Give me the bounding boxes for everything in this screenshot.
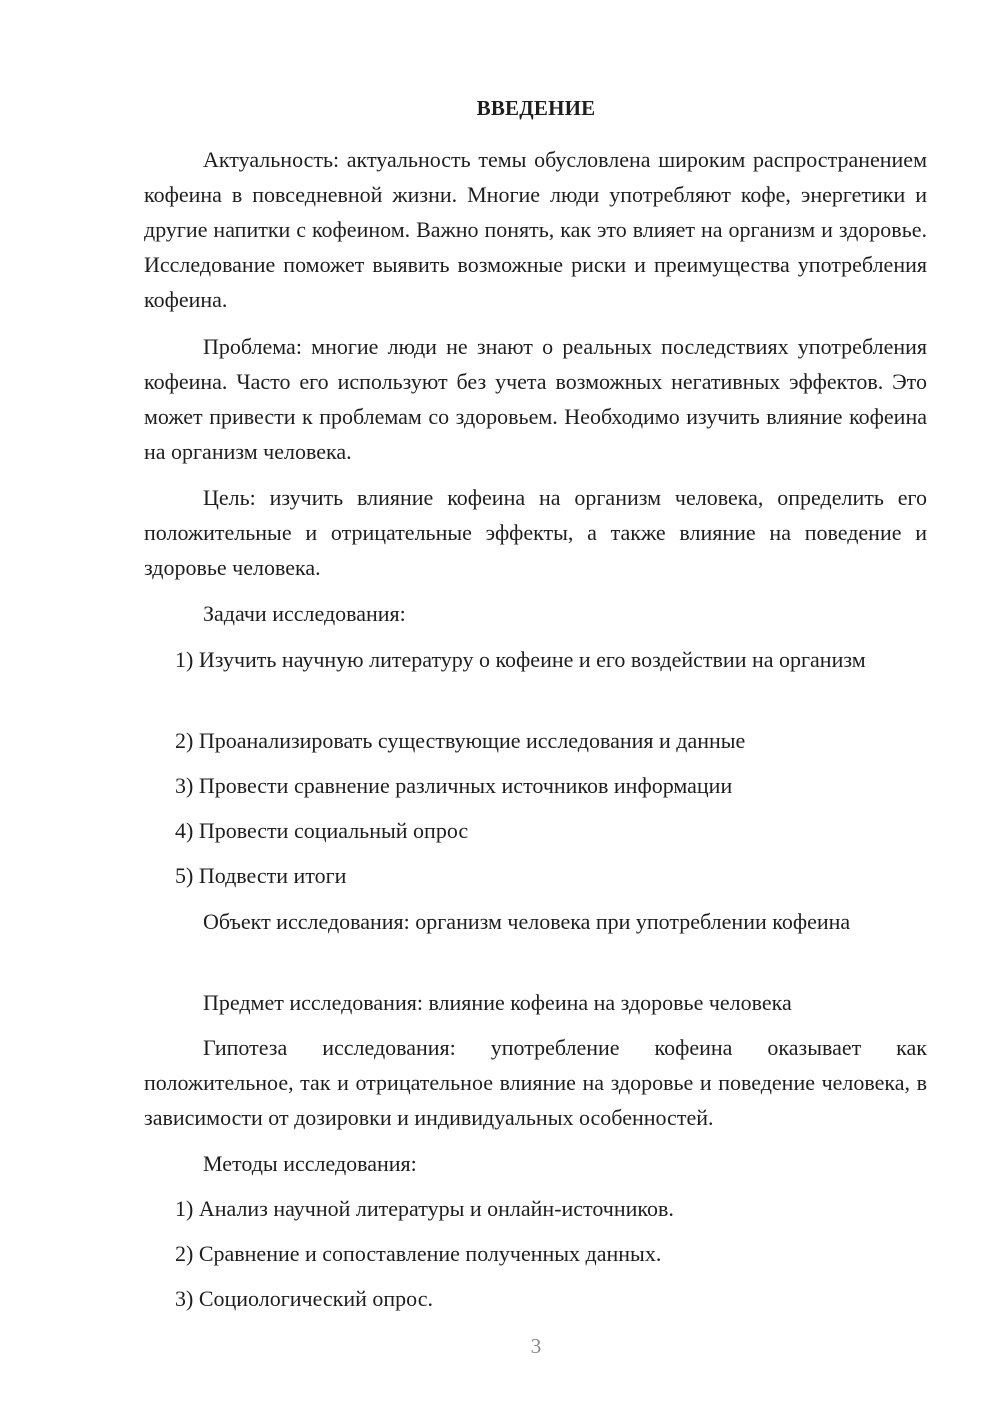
page-number: 3 <box>530 1334 542 1358</box>
paragraph-hypothesis: Гипотеза исследования: употребление кофеина оказывает как положительное, так и отрицательное влияние на здоровье и поведение человека, в зависимости от дозировки и индивидуальных особенностей. <box>144 1035 927 1130</box>
methods-title: Методы исследования: <box>203 1151 417 1176</box>
method-item-2: 2) Сравнение и сопоставление полученных данных. <box>175 1241 662 1266</box>
paragraph-object: Объект исследования: организм человека при употреблении кофеина <box>203 909 851 934</box>
task-item-5: 5) Подвести итоги <box>175 863 347 888</box>
task-item-2: 2) Проанализировать существующие исследования и данные <box>175 728 746 753</box>
paragraph-subject: Предмет исследования: влияние кофеина на здоровье человека <box>203 990 792 1015</box>
paragraph-relevance: Актуальность: актуальность темы обусловлена широким распространением кофеина в повседневной жизни. Многие люди употребляют кофе, энергетики и другие напитки с кофеином. Важно понять, как это влияет на организм и здоровье. Исследование поможет выявить возможные риски и преимущества употребления кофеина. <box>144 147 927 312</box>
task-item-4: 4) Провести социальный опрос <box>175 818 469 843</box>
method-item-3: 3) Социологический опрос. <box>175 1286 433 1311</box>
paragraph-problem: Проблема: многие люди не знают о реальных последствиях употребления кофеина. Часто его используют без учета возможных негативных эффектов. Это может привести к проблемам со здоровьем. Необходимо изучить влияние кофеина на организм человека. <box>144 334 927 464</box>
page-title: ВВЕДЕНИЕ <box>476 96 596 120</box>
task-item-3: 3) Провести сравнение различных источников информации <box>175 773 733 798</box>
method-item-1: 1) Анализ научной литературы и онлайн-источников. <box>175 1196 674 1221</box>
task-item-1: 1) Изучить научную литературу о кофеине и его воздействии на организм <box>175 647 866 672</box>
paragraph-goal: Цель: изучить влияние кофеина на организм человека, определить его положительные и отрицательные эффекты, а также влияние на поведение и здоровье человека. <box>144 485 927 580</box>
tasks-title: Задачи исследования: <box>203 601 406 626</box>
